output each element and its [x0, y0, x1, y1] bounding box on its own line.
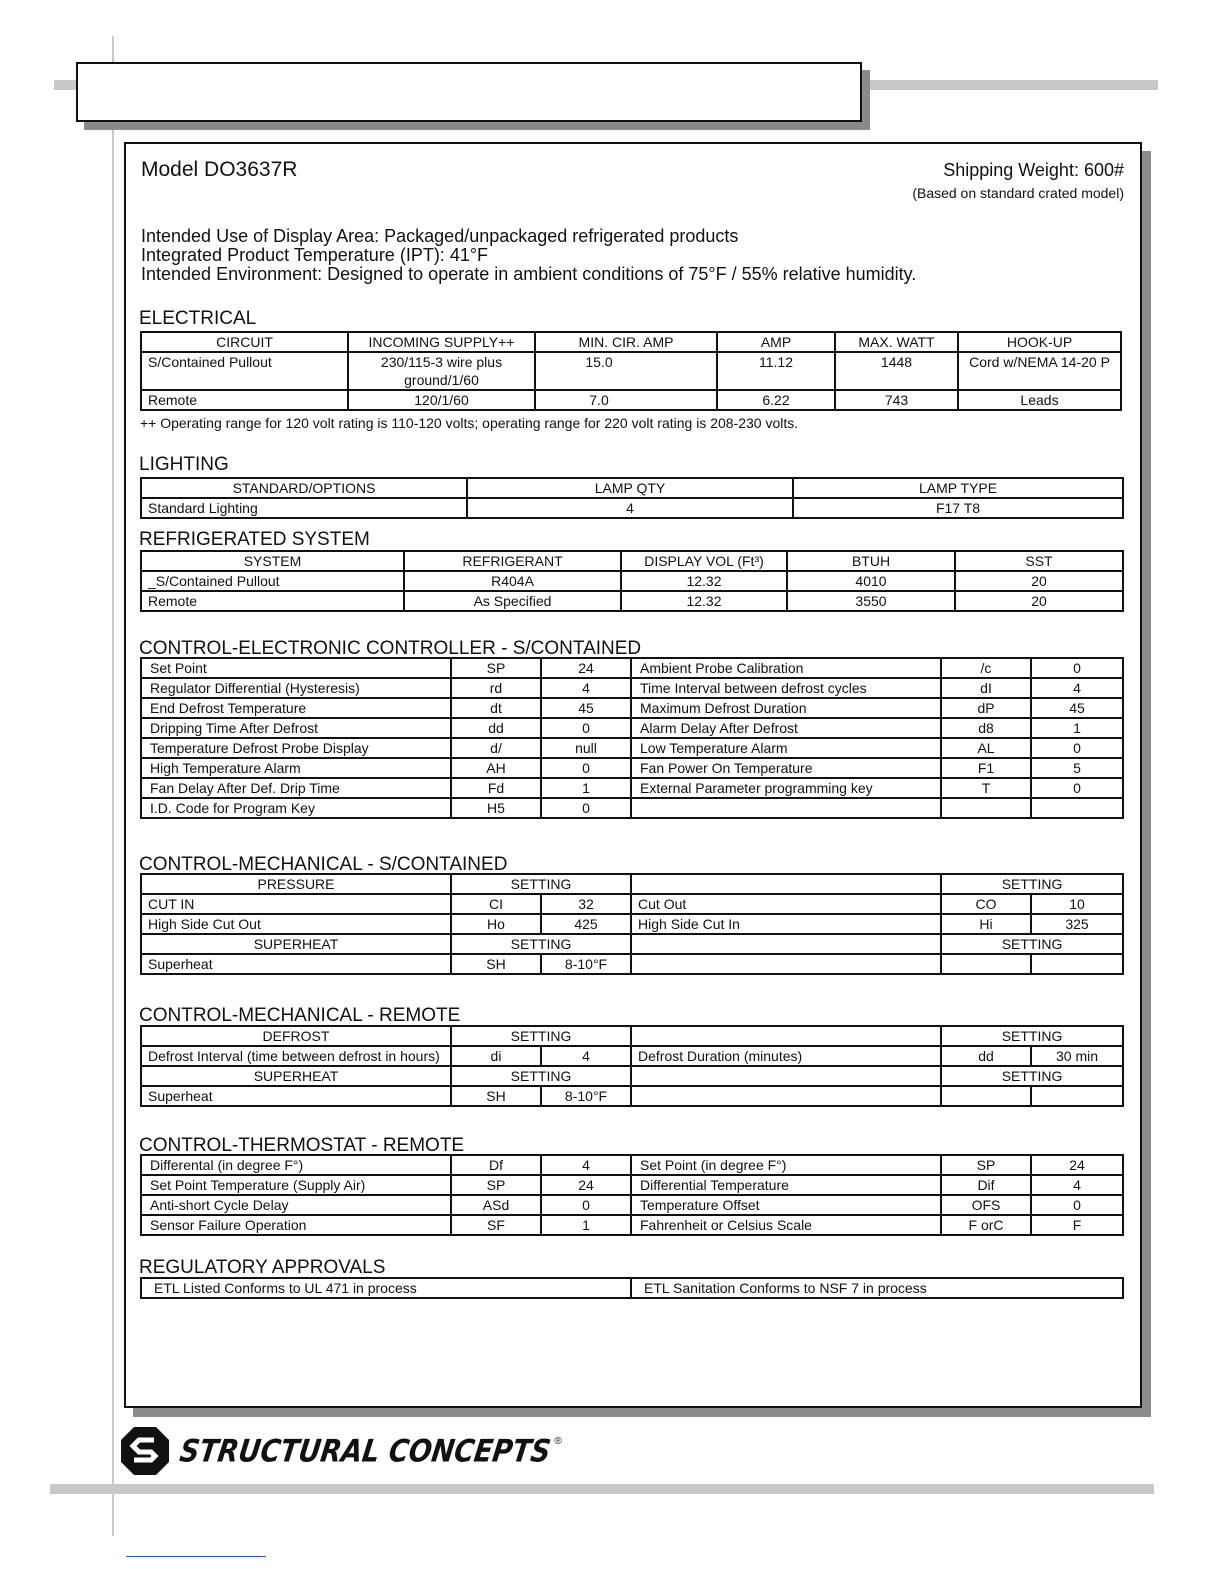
- table-cell: SP: [941, 1155, 1031, 1175]
- table-row: [141, 498, 1123, 518]
- mechanical-remote-table: [140, 1025, 1124, 1107]
- thermostat-table: [140, 1154, 1124, 1236]
- table-cell: 0: [541, 718, 631, 738]
- trademark-symbol: ®: [554, 1435, 562, 1447]
- table-row: [141, 591, 1123, 611]
- table-row: [141, 1155, 1123, 1175]
- table-cell: F17 T8: [793, 498, 1123, 518]
- table-cell: 24: [541, 1175, 631, 1195]
- header-cell: SUPERHEAT: [141, 1066, 451, 1086]
- table-cell: Fd: [451, 778, 541, 798]
- left-margin-line: [112, 36, 114, 1536]
- table-cell: Cord w/NEMA 14-20 P: [958, 352, 1121, 390]
- table-cell: Dripping Time After Defrost: [141, 718, 451, 738]
- table-cell: Remote: [141, 390, 348, 410]
- table-cell: 45: [1031, 698, 1123, 718]
- header-cell: SYSTEM: [141, 551, 404, 571]
- table-cell: Regulator Differential (Hysteresis): [141, 678, 451, 698]
- header-cell: AMP: [717, 332, 835, 352]
- header-cell: [631, 874, 941, 894]
- spec-sheet: [124, 142, 1142, 1408]
- table-cell: Cut Out: [631, 894, 941, 914]
- integrated-product-temp: Integrated Product Temperature (IPT): 41°F: [141, 245, 489, 265]
- table-row: [141, 1046, 1123, 1066]
- table-cell: rd: [451, 678, 541, 698]
- header-cell: STANDARD/OPTIONS: [141, 478, 467, 498]
- table-cell: Df: [451, 1155, 541, 1175]
- table-header-row: [141, 934, 1123, 954]
- table-cell: Alarm Delay After Defrost: [631, 718, 941, 738]
- table-cell: 12.32: [621, 591, 787, 611]
- header-cell: MAX. WATT: [835, 332, 958, 352]
- electrical-table: [140, 331, 1122, 411]
- table-cell: 30 min: [1031, 1046, 1123, 1066]
- shipping-note: (Based on standard crated model): [912, 185, 1124, 201]
- table-cell: Sensor Failure Operation: [141, 1215, 451, 1235]
- header-cell: SETTING: [451, 874, 631, 894]
- table-header-row: [141, 478, 1123, 498]
- table-cell: 15.0: [535, 352, 717, 390]
- table-cell: 120/1/60: [348, 390, 535, 410]
- table-cell: 4: [541, 678, 631, 698]
- table-cell: 24: [541, 658, 631, 678]
- header-cell: MIN. CIR. AMP: [535, 332, 717, 352]
- table-row: [141, 954, 1123, 974]
- table-cell: 12.32: [621, 571, 787, 591]
- bottom-gray-rule: [50, 1484, 1154, 1494]
- section-title-refrigerated: REFRIGERATED SYSTEM: [139, 529, 370, 550]
- refrigerated-table: [140, 550, 1124, 612]
- table-cell: 24: [1031, 1155, 1123, 1175]
- table-header-row: [141, 874, 1123, 894]
- table-cell: 7.0: [535, 390, 717, 410]
- table-header-row: [141, 551, 1123, 571]
- brand-mark-icon: [120, 1426, 170, 1476]
- table-cell: _S/Contained Pullout: [141, 571, 404, 591]
- intended-environment: Intended Environment: Designed to operate in ambient conditions of 75°F / 55% relative humidity.: [141, 264, 917, 284]
- table-cell: 0: [1031, 778, 1123, 798]
- table-cell: dP: [941, 698, 1031, 718]
- table-cell: Differential Temperature: [631, 1175, 941, 1195]
- table-cell: 0: [1031, 658, 1123, 678]
- table-cell: Standard Lighting: [141, 498, 467, 518]
- header-cell: [631, 1026, 941, 1046]
- table-row: [141, 758, 1123, 778]
- table-row: [141, 698, 1123, 718]
- table-cell: 5: [1031, 758, 1123, 778]
- table-cell: Fahrenheit or Celsius Scale: [631, 1215, 941, 1235]
- table-cell: null: [541, 738, 631, 758]
- table-cell: dI: [941, 678, 1031, 698]
- table-cell: SH: [451, 954, 541, 974]
- approval-etl-listed: ETL Listed Conforms to UL 471 in process: [141, 1278, 631, 1298]
- section-title-electrical: ELECTRICAL: [139, 308, 257, 329]
- table-row: [141, 678, 1123, 698]
- header-cell: SETTING: [941, 1026, 1123, 1046]
- table-row: [141, 778, 1123, 798]
- table-cell: Differental (in degree F°): [141, 1155, 451, 1175]
- header-cell: [631, 1066, 941, 1086]
- controller-table: [140, 657, 1124, 819]
- table-cell: I.D. Code for Program Key: [141, 798, 451, 818]
- table-cell: [1031, 798, 1123, 818]
- table-cell: AH: [451, 758, 541, 778]
- table-cell: 4: [541, 1155, 631, 1175]
- table-cell: F: [1031, 1215, 1123, 1235]
- table-cell: 4: [541, 1046, 631, 1066]
- table-row: [141, 894, 1123, 914]
- section-title-electronic-controller: CONTROL-ELECTRONIC CONTROLLER - S/CONTAINED: [139, 638, 642, 659]
- table-cell: High Side Cut In: [631, 914, 941, 934]
- table-cell: Temperature Defrost Probe Display: [141, 738, 451, 758]
- table-cell: F1: [941, 758, 1031, 778]
- table-cell: dd: [941, 1046, 1031, 1066]
- table-cell: R404A: [404, 571, 621, 591]
- table-row: [141, 1215, 1123, 1235]
- table-row: [141, 571, 1123, 591]
- header-cell: REFRIGERANT: [404, 551, 621, 571]
- table-cell: 4: [1031, 678, 1123, 698]
- lighting-table: [140, 477, 1124, 519]
- table-cell: ASd: [451, 1195, 541, 1215]
- model-title: Model DO3637R: [141, 158, 298, 181]
- approval-etl-sanitation: ETL Sanitation Conforms to NSF 7 in process: [631, 1278, 1123, 1298]
- table-cell: 1: [1031, 718, 1123, 738]
- table-cell: 1: [541, 778, 631, 798]
- electrical-note: ++ Operating range for 120 volt rating is 110-120 volts; operating range for 220 volt rating is 208-230 volts.: [140, 415, 799, 431]
- table-cell: Remote: [141, 591, 404, 611]
- table-cell: 20: [955, 571, 1123, 591]
- table-cell: 0: [1031, 1195, 1123, 1215]
- table-cell: Hi: [941, 914, 1031, 934]
- table-cell: Dif: [941, 1175, 1031, 1195]
- table-cell: 4: [467, 498, 793, 518]
- table-cell: [631, 798, 941, 818]
- title-box: [76, 62, 862, 122]
- table-cell: Set Point: [141, 658, 451, 678]
- table-row: [141, 1195, 1123, 1215]
- section-title-approvals: REGULATORY APPROVALS: [139, 1257, 386, 1278]
- header-cell: SETTING: [941, 1066, 1123, 1086]
- table-cell: F orC: [941, 1215, 1031, 1235]
- table-cell: 425: [541, 914, 631, 934]
- header-cell: INCOMING SUPPLY++: [348, 332, 535, 352]
- table-cell: External Parameter programming key: [631, 778, 941, 798]
- table-cell: SF: [451, 1215, 541, 1235]
- table-row: [141, 352, 1121, 390]
- header-cell: SETTING: [451, 1066, 631, 1086]
- table-cell: Temperature Offset: [631, 1195, 941, 1215]
- table-cell: 325: [1031, 914, 1123, 934]
- table-cell: 0: [541, 758, 631, 778]
- header-cell: LAMP TYPE: [793, 478, 1123, 498]
- table-cell: 0: [541, 798, 631, 818]
- table-cell: 0: [1031, 738, 1123, 758]
- mechanical-sc-table: [140, 873, 1124, 975]
- table-cell: 45: [541, 698, 631, 718]
- section-title-mechanical-remote: CONTROL-MECHANICAL - REMOTE: [139, 1005, 461, 1026]
- structural-concepts-logo: [120, 1426, 562, 1476]
- table-cell: AL: [941, 738, 1031, 758]
- table-header-row: [141, 332, 1121, 352]
- table-cell: Ambient Probe Calibration: [631, 658, 941, 678]
- table-row: [141, 1175, 1123, 1195]
- table-cell: 11.12: [717, 352, 835, 390]
- table-cell: Set Point (in degree F°): [631, 1155, 941, 1175]
- table-cell: 1: [541, 1215, 631, 1235]
- table-cell: Fan Power On Temperature: [631, 758, 941, 778]
- table-cell: Superheat: [141, 1086, 451, 1106]
- table-cell: CO: [941, 894, 1031, 914]
- header-cell: SETTING: [941, 934, 1123, 954]
- table-cell: 10: [1031, 894, 1123, 914]
- table-row: [141, 1086, 1123, 1106]
- table-cell: Maximum Defrost Duration: [631, 698, 941, 718]
- table-cell: Ho: [451, 914, 541, 934]
- header-cell: SUPERHEAT: [141, 934, 451, 954]
- section-title-thermostat: CONTROL-THERMOSTAT - REMOTE: [139, 1135, 465, 1156]
- table-row: [141, 390, 1121, 410]
- table-cell: Fan Delay After Def. Drip Time: [141, 778, 451, 798]
- header-cell: PRESSURE: [141, 874, 451, 894]
- table-cell: High Side Cut Out: [141, 914, 451, 934]
- table-cell: 6.22: [717, 390, 835, 410]
- table-cell: [941, 954, 1031, 974]
- table-row: [141, 738, 1123, 758]
- header-cell: LAMP QTY: [467, 478, 793, 498]
- table-cell: [1031, 954, 1123, 974]
- section-title-mechanical-sc: CONTROL-MECHANICAL - S/CONTAINED: [139, 854, 508, 875]
- table-cell: 0: [541, 1195, 631, 1215]
- table-cell: Defrost Duration (minutes): [631, 1046, 941, 1066]
- table-cell: Superheat: [141, 954, 451, 974]
- table-row: [141, 718, 1123, 738]
- table-row: [141, 914, 1123, 934]
- table-cell: Set Point Temperature (Supply Air): [141, 1175, 451, 1195]
- header-cell: BTUH: [787, 551, 955, 571]
- table-cell: Leads: [958, 390, 1121, 410]
- table-cell: dt: [451, 698, 541, 718]
- table-cell: 3550: [787, 591, 955, 611]
- table-cell: CUT IN: [141, 894, 451, 914]
- table-cell: S/Contained Pullout: [141, 352, 348, 390]
- table-cell: [631, 954, 941, 974]
- table-cell: SH: [451, 1086, 541, 1106]
- header-cell: SETTING: [941, 874, 1123, 894]
- table-cell: Defrost Interval (time between defrost in hours): [141, 1046, 451, 1066]
- header-cell: [631, 934, 941, 954]
- table-cell: 8-10°F: [541, 1086, 631, 1106]
- table-cell: 8-10°F: [541, 954, 631, 974]
- table-cell: d8: [941, 718, 1031, 738]
- table-cell: 230/115-3 wire plus ground/1/60: [348, 352, 535, 390]
- section-title-lighting: LIGHTING: [139, 454, 229, 475]
- shipping-weight: Shipping Weight: 600#: [943, 160, 1124, 180]
- header-cell: SST: [955, 551, 1123, 571]
- table-cell: 1448: [835, 352, 958, 390]
- table-cell: SP: [451, 658, 541, 678]
- approvals-table: [140, 1277, 1124, 1299]
- header-cell: SETTING: [451, 1026, 631, 1046]
- table-cell: 4010: [787, 571, 955, 591]
- table-row: [141, 798, 1123, 818]
- table-cell: [941, 1086, 1031, 1106]
- table-cell: [631, 1086, 941, 1106]
- header-cell: SETTING: [451, 934, 631, 954]
- table-cell: CI: [451, 894, 541, 914]
- table-cell: [1031, 1086, 1123, 1106]
- table-cell: OFS: [941, 1195, 1031, 1215]
- table-header-row: [141, 1066, 1123, 1086]
- table-row: [141, 1278, 1123, 1298]
- table-header-row: [141, 1026, 1123, 1046]
- table-cell: Anti-short Cycle Delay: [141, 1195, 451, 1215]
- table-cell: High Temperature Alarm: [141, 758, 451, 778]
- footer-link-underline: [126, 1556, 266, 1557]
- table-cell: dd: [451, 718, 541, 738]
- header-cell: DISPLAY VOL (Ft³): [621, 551, 787, 571]
- table-cell: 32: [541, 894, 631, 914]
- brand-name: STRUCTURAL CONCEPTS: [177, 1433, 553, 1469]
- table-cell: End Defrost Temperature: [141, 698, 451, 718]
- table-cell: [941, 798, 1031, 818]
- table-cell: As Specified: [404, 591, 621, 611]
- table-row: [141, 658, 1123, 678]
- header-cell: CIRCUIT: [141, 332, 348, 352]
- table-cell: 20: [955, 591, 1123, 611]
- table-cell: T: [941, 778, 1031, 798]
- table-cell: H5: [451, 798, 541, 818]
- header-cell: DEFROST: [141, 1026, 451, 1046]
- table-cell: d/: [451, 738, 541, 758]
- table-cell: Low Temperature Alarm: [631, 738, 941, 758]
- header-cell: HOOK-UP: [958, 332, 1121, 352]
- table-cell: 743: [835, 390, 958, 410]
- table-cell: di: [451, 1046, 541, 1066]
- table-cell: /c: [941, 658, 1031, 678]
- table-cell: SP: [451, 1175, 541, 1195]
- table-cell: Time Interval between defrost cycles: [631, 678, 941, 698]
- table-cell: 4: [1031, 1175, 1123, 1195]
- intended-use: Intended Use of Display Area: Packaged/unpackaged refrigerated products: [141, 226, 739, 246]
